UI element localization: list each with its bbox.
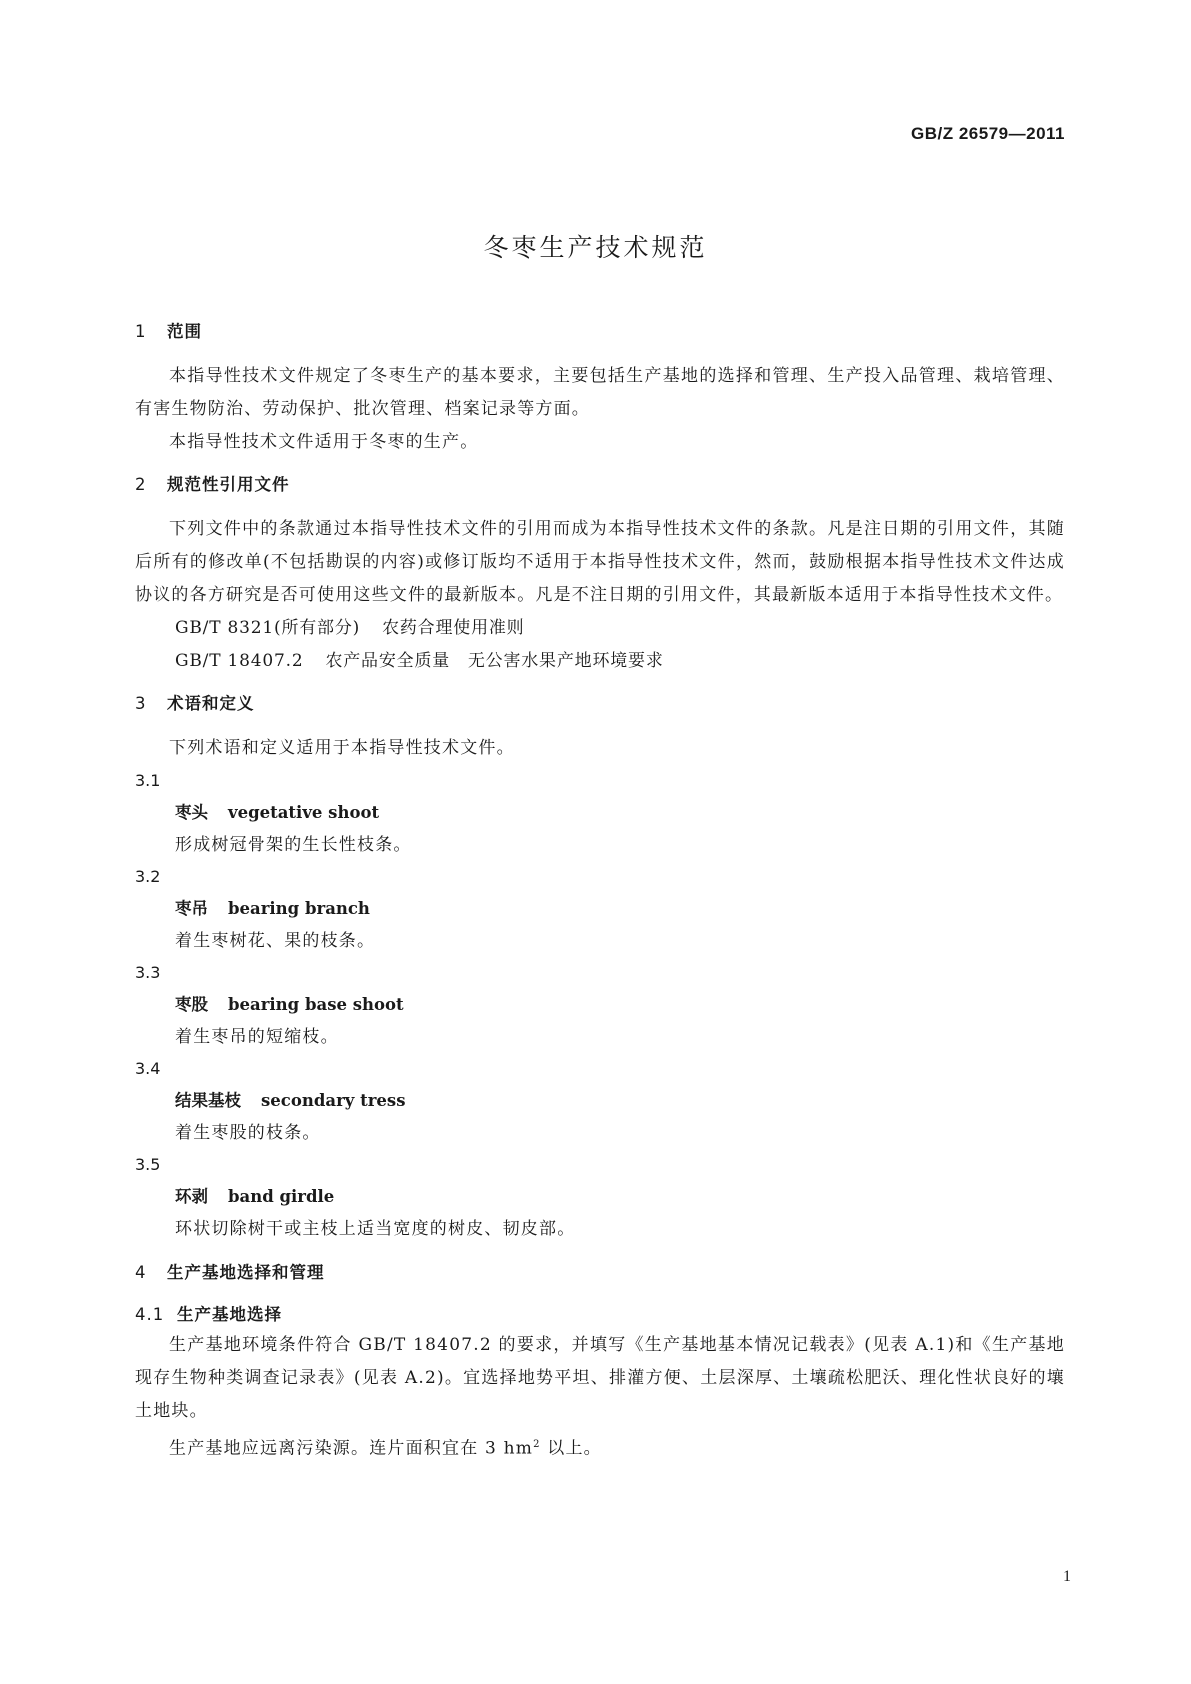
term-number: 3.4	[135, 1059, 161, 1078]
paragraph: 本指导性技术文件适用于冬枣的生产。	[169, 432, 479, 452]
paragraph: 下列文件中的条款通过本指导性技术文件的引用而成为本指导性技术文件的条款。凡是注日期的引用文件，其随后所有的修改单(不包括勘误的内容)或修订版均不适用于本指导性技术文件，然而，鼓励根据本指导性技术文件达成协议的各方研究是否可使用这些文件的最新版本。凡是不注日期的引用文件，其最新版本适用于本指导性技术文件。	[135, 519, 1065, 605]
normative-reference: GB/T 8321(所有部分) 农药合理使用准则	[175, 618, 525, 638]
term-definition: 着生枣吊的短缩枝。	[175, 1027, 339, 1047]
section-heading-2: 2 规范性引用文件	[135, 475, 290, 494]
term-definition: 形成树冠骨架的生长性枝条。	[175, 835, 412, 855]
page-number: 1	[1063, 1568, 1071, 1585]
paragraph: 生产基地应远离污染源。连片面积宜在 3 $hm^2$ 以上。	[169, 1438, 602, 1459]
term-definition: 着生枣树花、果的枝条。	[175, 931, 376, 951]
term-definition: 着生枣股的枝条。	[175, 1123, 321, 1143]
term-entry: 枣股 bearing base shoot	[175, 995, 404, 1014]
section-heading-1: 1 范围	[135, 322, 202, 341]
standard-code: GB/Z 26579—2011	[911, 124, 1065, 143]
term-entry: 枣吊 bearing branch	[175, 899, 370, 918]
normative-reference: GB/T 18407.2 农产品安全质量 无公害水果产地环境要求	[175, 651, 664, 671]
term-number: 3.5	[135, 1155, 161, 1174]
paragraph: 本指导性技术文件规定了冬枣生产的基本要求，主要包括生产基地的选择和管理、生产投入品管理、栽培管理、有害生物防治、劳动保护、批次管理、档案记录等方面。	[135, 366, 1065, 419]
subsection-heading-4-1: 4.1 生产基地选择	[135, 1305, 282, 1324]
term-number: 3.3	[135, 963, 161, 982]
section-heading-4: 4 生产基地选择和管理	[135, 1263, 325, 1282]
term-number: 3.2	[135, 867, 161, 886]
term-number: 3.1	[135, 771, 161, 790]
term-entry: 环剥 band girdle	[175, 1187, 335, 1206]
term-entry: 结果基枝 secondary tress	[175, 1091, 406, 1110]
document-body	[135, 318, 1065, 1466]
section-heading-3: 3 术语和定义	[135, 694, 255, 713]
paragraph: 下列术语和定义适用于本指导性技术文件。	[169, 738, 515, 758]
paragraph: 生产基地环境条件符合 GB/T 18407.2 的要求，并填写《生产基地基本情况记载表》(见表 A.1)和《生产基地现存生物种类调查记录表》(见表 A.2)。宜选择地势平坦、排灌方便、土层深厚、土壤疏松肥沃、理化性状良好的壤土地块。	[135, 1335, 1065, 1421]
document-title: 冬枣生产技术规范	[483, 233, 708, 262]
term-entry: 枣头 vegetative shoot	[175, 803, 380, 822]
term-definition: 环状切除树干或主枝上适当宽度的树皮、韧皮部。	[175, 1219, 576, 1239]
